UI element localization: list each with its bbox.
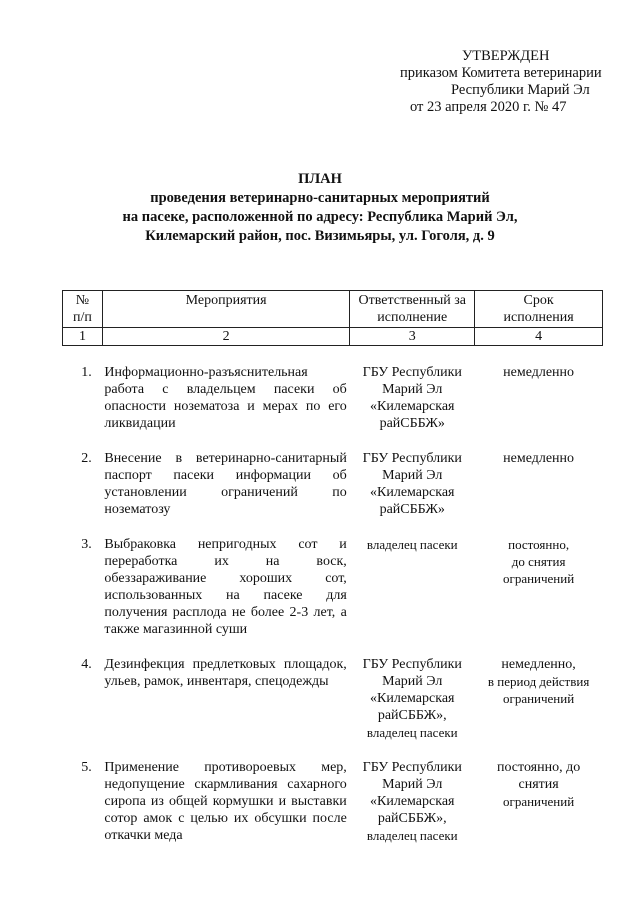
header-number: № п/п [63, 291, 103, 328]
approval-stamp [380, 48, 620, 116]
column-number: 2 [102, 328, 349, 346]
header-responsible: Ответственный за исполнение [350, 291, 475, 328]
row-measure: Применение противороевых мер, недопущение скармливания сахарного сиропа из общей кормушки и выставки сотор амок с целью их обсушки после откачки меда [104, 760, 347, 843]
row-number: 1. [81, 365, 92, 380]
row-deadline: немедленно [503, 451, 575, 466]
column-number-row [63, 328, 603, 346]
table-row [63, 364, 603, 432]
table-row [63, 759, 603, 844]
row-deadline: немедленно [503, 365, 575, 380]
row-measure: Дезинфекция предлетковых площадок, ульев, рамок, инвентаря, спецодежды [104, 657, 347, 689]
table-row [63, 536, 603, 638]
row-deadline: немедленно, в период действия ограничений [487, 657, 590, 706]
approval-date: от 23 апреля 2020 г. № 47 [410, 99, 567, 115]
header-measures: Мероприятия [102, 291, 349, 328]
row-measure: Внесение в ветеринарно-санитарный паспорт пасеки информации об установлении ограничений по нозематозу [104, 451, 347, 517]
approval-order: приказом Комитета ветеринарии [400, 65, 602, 81]
title-plan: ПЛАН [298, 171, 342, 187]
column-number: 3 [350, 328, 475, 346]
row-deadline: постоянно, до снятия ограничений [496, 760, 581, 809]
approval-republic: Республики Марий Эл [451, 82, 590, 98]
row-responsible: ГБУ Республики Марий Эл «Килемарская райСББЖ» [362, 365, 462, 431]
title-address-1: на пасеке, расположенной по адресу: Республика Марий Эл, [122, 209, 518, 225]
row-measure: Информационно-разъяснительная работа с владельцем пасеки об опасности нозематоза и мерах по его ликвидации [104, 365, 347, 431]
row-responsible: ГБУ Республики Марий Эл «Килемарская райСББЖ», владелец пасеки [362, 760, 462, 843]
table-row [63, 656, 603, 741]
header-deadline: Срок исполнения [475, 291, 603, 328]
row-number: 5. [81, 760, 92, 775]
row-deadline: постоянно, до снятия ограничений [502, 537, 575, 586]
measures-table [62, 290, 603, 844]
column-number: 4 [475, 328, 603, 346]
title-address-2: Килемарский район, пос. Визимьяры, ул. Гоголя, д. 9 [145, 228, 495, 244]
row-number: 3. [81, 537, 92, 552]
row-measure: Выбраковка непригодных сот и переработка их на воск, обеззараживание хороших сот, использованных на пасеке для получения расплода не более 2-3 лет, а также магазинной суши [104, 537, 347, 637]
row-responsible: ГБУ Республики Марий Эл «Килемарская райСББЖ», владелец пасеки [362, 657, 462, 740]
table-header-row [63, 291, 603, 328]
table-row [63, 450, 603, 518]
column-number: 1 [63, 328, 103, 346]
document-title [0, 170, 640, 246]
row-number: 2. [81, 451, 92, 466]
row-number: 4. [81, 657, 92, 672]
approval-heading: УТВЕРЖДЕН [462, 48, 550, 64]
row-responsible: владелец пасеки [366, 537, 458, 552]
row-responsible: ГБУ Республики Марий Эл «Килемарская райСББЖ» [362, 451, 462, 517]
title-subject: проведения ветеринарно-санитарных мероприятий [150, 190, 490, 206]
